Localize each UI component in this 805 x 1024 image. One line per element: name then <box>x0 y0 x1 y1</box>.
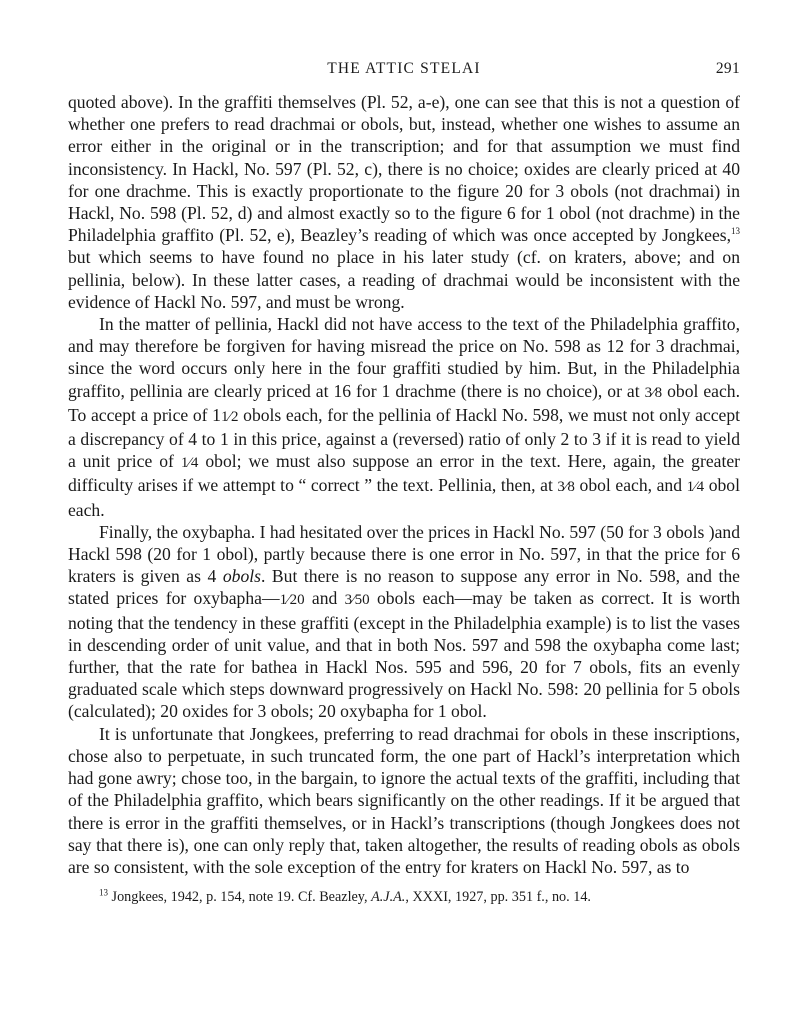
fraction: 1⁄4 <box>686 479 705 496</box>
paragraph <box>68 521 740 723</box>
footnote-marker: 13 <box>99 887 108 898</box>
fraction: 3⁄50 <box>344 592 370 609</box>
text-run: Finally, the oxybapha. I had hesitated over the prices in Hackl No. 597 (50 for 3 obols )and Hackl 598 (20 for 1 obol), partly because there is one error in No. 597, in that the price for 6 kraters is given as 4 <box>68 521 740 587</box>
fraction: 3⁄8 <box>644 384 663 401</box>
text-run: obol each. <box>68 475 740 520</box>
body-text <box>68 91 740 878</box>
fraction: 3⁄8 <box>557 479 575 496</box>
text-run: and <box>304 588 345 609</box>
running-header <box>68 58 740 84</box>
paragraph <box>68 723 740 878</box>
fraction: 1⁄4 <box>180 455 199 472</box>
text-run: In the matter of pellinia, Hackl did not have access to the text of the Philadelphia graffito, and may therefore be forgiven for having misread the price on No. 598 as 12 for 3 drachmai, since the word occurs only here in the four graffiti studied by him. But, in the Philadelphia graffito, pellinia are clearly priced at 16 for 1 drachme (there is no choice), or at <box>68 314 740 401</box>
text-run: obol each. To accept a price of 1 <box>68 380 740 425</box>
text-run: quoted above). In the graffiti themselves (Pl. 52, a-e), one can see that this is not a question of whether one prefers to read drachmai or obols, but, instead, whether one wishes to assume an error either in the original or in the transcription; and for that assumption we must find inconsistency. In Hackl, No. 597 (Pl. 52, c), there is no choice; oxides are clearly priced at 40 for one drachme. This is exactly proportionate to the figure 20 for 3 obols (not drachmai) in Hackl, No. 598 (Pl. 52, d) and almost exactly so to the figure 6 for 1 obol (not drachme) in the Philadelphia graffito (Pl. 52, e), Beazley’s reading of which was once accepted by Jongkees, <box>68 92 740 246</box>
fraction: 1⁄2 <box>220 408 239 425</box>
italic-text: obols <box>222 566 261 587</box>
footnote-reference: 13 <box>731 226 740 237</box>
text-run: obol each, and <box>574 475 687 496</box>
fraction: 1⁄20 <box>279 592 305 609</box>
paragraph <box>68 313 740 521</box>
footnote-journal: A.J.A. <box>371 889 406 906</box>
page-number: 291 <box>715 60 740 77</box>
text-run: obols each—may be taken as correct. It is worth noting that the tendency in these graffiti (except in the Philadelphia example) is to list the vases in descending order of unit value, and that in both Nos. 597 and 598 the oxybapha come last; further, that the rate for bathea in Hackl Nos. 595 and 596, 20 for 7 obols, fits an evenly graduated scale which steps downward progressively on Hackl No. 598: 20 pellinia for 5 obols (calculated); 20 oxides for 3 obols; 20 oxybapha for 1 obol. <box>68 588 741 722</box>
text-run: but which seems to have found no place in his later study (cf. on kraters, above; and on pellinia, below). In these latter cases, a reading of drachmai would be inconsistent with the evidence of Hackl No. 597, and must be wrong. <box>68 247 740 312</box>
running-title: THE ATTIC STELAI <box>327 60 481 77</box>
text-run: obol; we must also suppose an error in the text. Here, again, the greater difficulty arises if we attempt to “ correct ” the text. Pellinia, then, at <box>68 451 740 496</box>
text-run: obols each, for the pellinia of Hackl No. 598, we must not only accept a discrepancy of 4 to 1 in this price, against a (reversed) ratio of only 2 to 3 if it is read to yield a unit price of <box>68 404 740 472</box>
text-run: . But there is no reason to suppose any error in No. 598, and the stated prices for oxybapha— <box>68 566 740 609</box>
footnote-text-after: , XXXI, 1927, pp. 351 f., no. 14. <box>405 889 591 906</box>
footnote <box>68 888 740 906</box>
page <box>68 58 740 906</box>
paragraph <box>68 91 740 313</box>
footnote-text-before: Jongkees, 1942, p. 154, note 19. Cf. Beazley, <box>108 889 372 906</box>
text-run: It is unfortunate that Jongkees, preferring to read drachmai for obols in these inscriptions, chose also to perpetuate, in such truncated form, the one part of Hackl’s interpretation which had gone awry; chose too, in the bargain, to ignore the actual texts of the graffiti, including that of the Philadelphia graffito, which bears significantly on the other readings. If it be argued that there is error in the graffiti themselves, or in Hackl’s transcriptions (though Jongkees does not say that there is), one can only reply that, taken altogether, the results of reading obols as obols are so consistent, with the sole exception of the entry for kraters on Hackl No. 597, as to <box>68 723 740 877</box>
